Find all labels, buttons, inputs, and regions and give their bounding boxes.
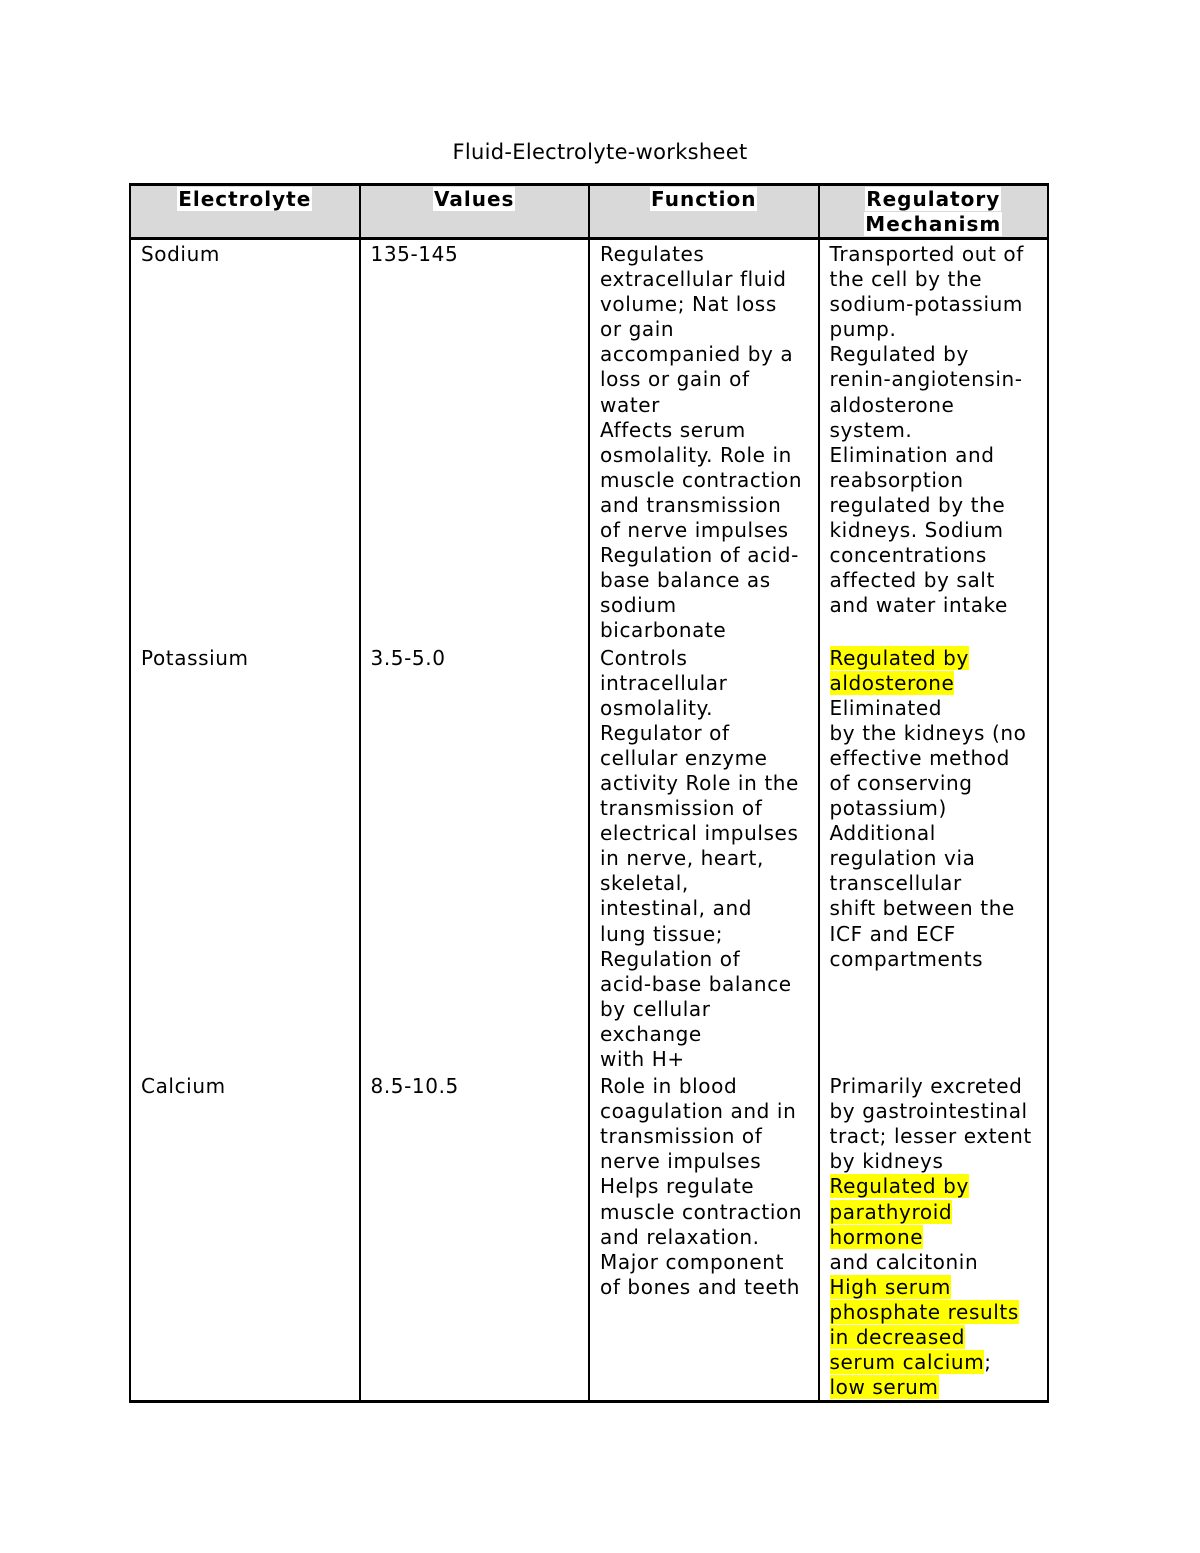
function-line: extracellular fluid (600, 267, 787, 292)
page-title: Fluid-Electrolyte-worksheet (452, 140, 748, 164)
mechanism-line: ICF and ECF (829, 921, 956, 946)
function-line: Regulation of acid- (600, 543, 799, 568)
mechanism-line: Primarily excreted (829, 1074, 1023, 1099)
function-line: of bones and teeth (600, 1274, 801, 1299)
table-row-sodium (130, 239, 1048, 644)
mechanism-line: by gastrointestinal (829, 1099, 1028, 1124)
function-line: nerve impulses (600, 1149, 762, 1174)
mechanism-line: by the kidneys (no (829, 720, 1027, 745)
electrolyte-name-cell: Sodium (130, 239, 360, 644)
table-header-row (130, 185, 1048, 239)
function-line: Helps regulate (600, 1174, 755, 1199)
mechanism-line: regulation via (829, 846, 976, 871)
function-line: Regulator of (600, 720, 730, 745)
function-line: in nerve, heart, (600, 846, 764, 871)
mechanism-line-highlighted: serum calcium; (829, 1350, 992, 1375)
header-electrolyte: Electrolyte (130, 185, 360, 239)
function-line: intracellular (600, 670, 728, 695)
mechanism-line-highlighted: High serum (829, 1274, 951, 1299)
mechanism-line-highlighted: in decreased (829, 1325, 966, 1350)
function-line: bicarbonate (600, 618, 727, 643)
function-cell (589, 1072, 819, 1402)
mechanism-cell (819, 1072, 1049, 1402)
function-line: by cellular (600, 996, 711, 1021)
mechanism-line: tract; lesser extent (829, 1124, 1032, 1149)
header-function: Function (589, 185, 819, 239)
function-cell (589, 239, 819, 644)
mechanism-line: system. (829, 417, 913, 442)
mechanism-line: potassium) (829, 796, 947, 821)
function-line: exchange (600, 1021, 702, 1046)
electrolyte-name-cell: Calcium (130, 1072, 360, 1402)
function-line: Role in blood (600, 1074, 738, 1099)
mechanism-line: and water intake (829, 593, 1008, 618)
function-line: intestinal, and (600, 896, 753, 921)
header-regulatory-mechanism: Regulatory Mechanism (819, 185, 1049, 239)
function-line: accompanied by a (600, 342, 794, 367)
mechanism-line-highlighted: hormone (829, 1224, 924, 1249)
mechanism-line: pump. (829, 317, 897, 342)
mechanism-line: by kidneys (829, 1149, 944, 1174)
function-line: muscle contraction (600, 467, 803, 492)
function-line: or gain (600, 317, 675, 342)
mechanism-line: shift between the (829, 896, 1015, 921)
function-line: Regulates (600, 242, 705, 266)
mechanism-line: aldosterone (829, 392, 955, 417)
function-line: and relaxation. (600, 1224, 760, 1249)
function-line: Major component (600, 1249, 785, 1274)
header-values: Values (360, 185, 590, 239)
function-line: transmission of (600, 796, 763, 821)
mechanism-cell (819, 644, 1049, 1073)
mechanism-line: regulated by the (829, 492, 1006, 517)
mechanism-line: renin-angiotensin- (829, 367, 1023, 392)
table-row-calcium (130, 1072, 1048, 1402)
mechanism-line: Additional (829, 821, 936, 846)
mechanism-line: effective method (829, 745, 1010, 770)
function-line: loss or gain of (600, 367, 750, 392)
mechanism-line-highlighted: Regulated by (829, 1174, 969, 1199)
function-line: of nerve impulses (600, 518, 789, 543)
electrolyte-table (129, 183, 1049, 1403)
electrolyte-name-cell: Potassium (130, 644, 360, 1073)
mechanism-cell (819, 239, 1049, 644)
mechanism-line-highlighted: aldosterone (829, 670, 955, 695)
function-cell (589, 644, 819, 1073)
function-line: base balance as (600, 568, 771, 593)
mechanism-line: reabsorption (829, 467, 964, 492)
function-line: coagulation and in (600, 1099, 797, 1124)
mechanism-line: sodium-potassium (829, 292, 1023, 317)
function-line: transmission of (600, 1124, 763, 1149)
value-range-cell: 8.5-10.5 (360, 1072, 590, 1402)
value-range-cell: 135-145 (360, 239, 590, 644)
function-line: volume; Nat loss (600, 292, 777, 317)
function-line: muscle contraction (600, 1199, 803, 1224)
function-line: osmolality. Role in (600, 442, 792, 467)
function-line: sodium (600, 593, 677, 618)
mechanism-line-highlighted: parathyroid (829, 1199, 953, 1224)
function-line: Affects serum (600, 417, 746, 442)
function-line: Regulation of (600, 946, 741, 971)
mechanism-line: of conserving (829, 770, 973, 795)
mechanism-line: affected by salt (829, 568, 995, 593)
function-line: water (600, 392, 660, 417)
value-range-cell: 3.5-5.0 (360, 644, 590, 1073)
function-line: lung tissue; (600, 921, 724, 946)
mechanism-line: and calcitonin (829, 1249, 979, 1274)
mechanism-line: Regulated by (829, 342, 969, 367)
function-line: skeletal, (600, 871, 689, 896)
function-line: activity Role in the (600, 770, 799, 795)
function-line: and transmission (600, 492, 782, 517)
mechanism-line: the cell by the (829, 267, 983, 292)
mechanism-line: concentrations (829, 543, 987, 568)
mechanism-line: transcellular (829, 871, 962, 896)
mechanism-line: kidneys. Sodium (829, 518, 1004, 543)
function-line: with H+ (600, 1047, 685, 1071)
mechanism-line: Eliminated (829, 695, 943, 720)
function-line: Controls (600, 645, 688, 670)
mechanism-line-highlighted: phosphate results (829, 1299, 1019, 1324)
mechanism-line-highlighted: Regulated by (829, 645, 969, 670)
mechanism-line-highlighted: low serum (829, 1375, 939, 1400)
function-line: osmolality. (600, 695, 714, 720)
mechanism-line: Transported out of (829, 242, 1024, 266)
function-line: cellular enzyme (600, 745, 768, 770)
function-line: electrical impulses (600, 821, 799, 846)
table-row-potassium (130, 644, 1048, 1073)
function-line: acid-base balance (600, 971, 792, 996)
mechanism-line: compartments (829, 946, 984, 971)
mechanism-line: Elimination and (829, 442, 995, 467)
